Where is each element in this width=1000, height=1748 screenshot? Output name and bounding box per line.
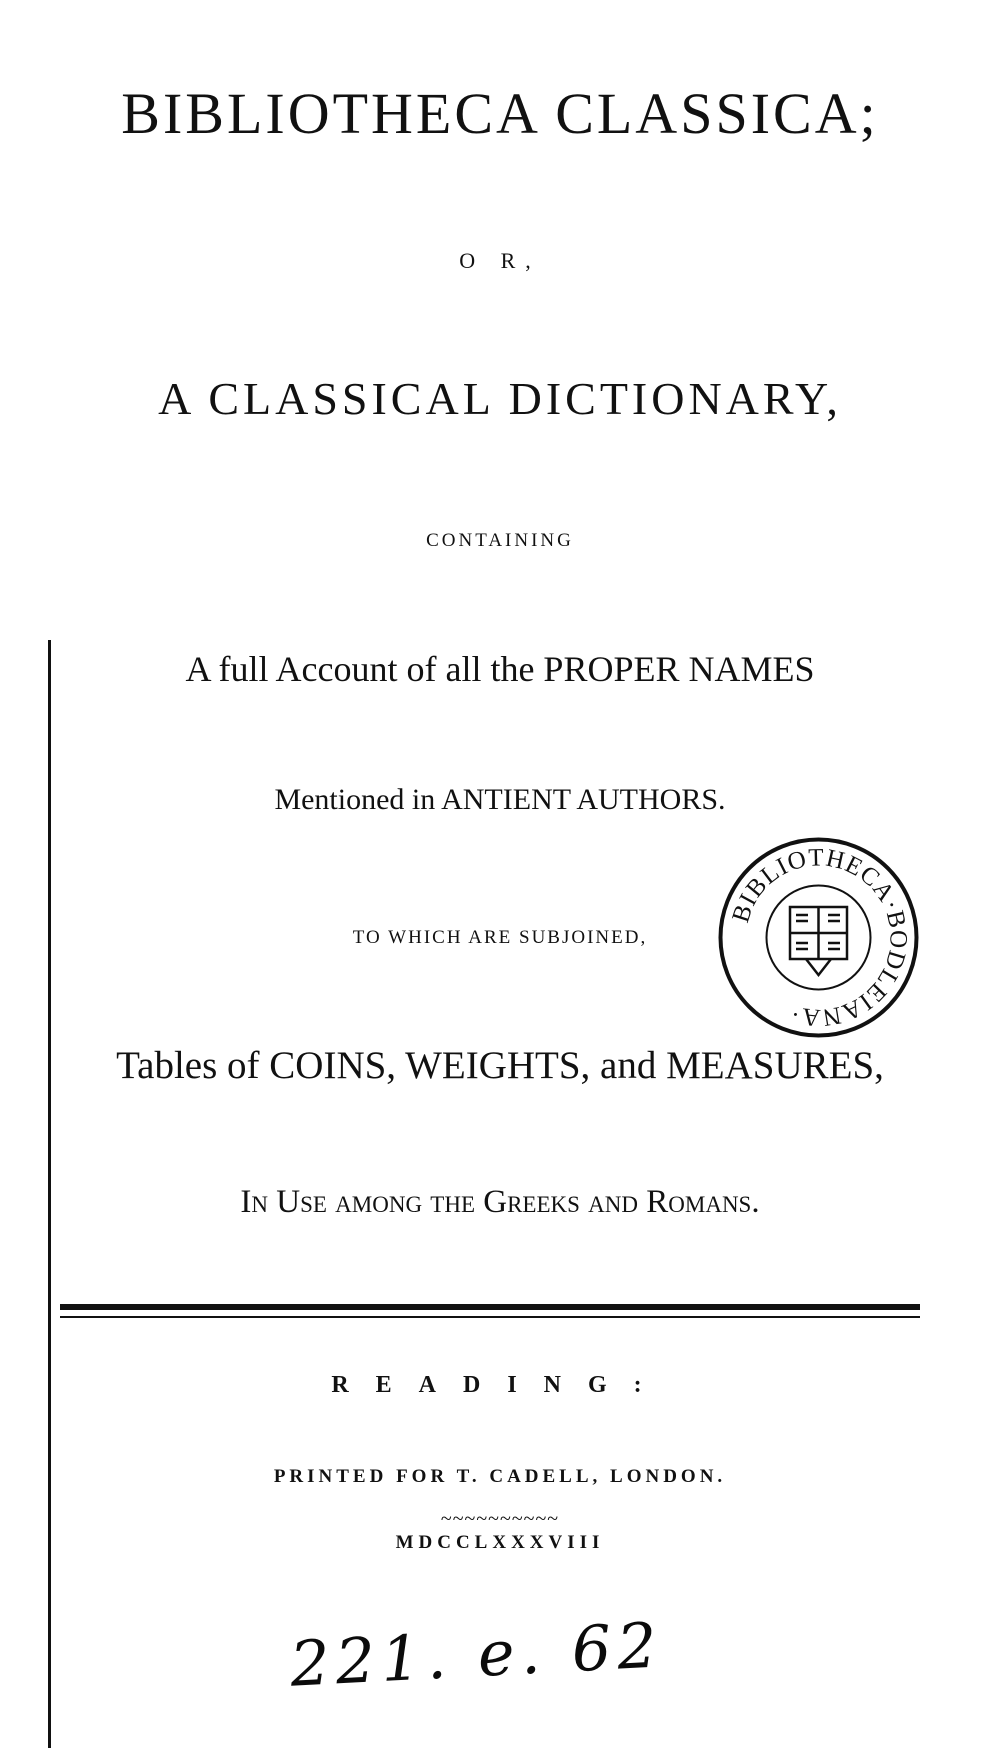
imprint-date: MDCCLXXXVIII (395, 1532, 605, 1553)
description-line-1: A full Account of all the PROPER NAMES (185, 649, 815, 689)
or-connector: O R, (459, 248, 541, 273)
subjoined-label: TO WHICH ARE SUBJOINED, (352, 927, 648, 948)
handwritten-shelfmark: 221. e. 62 (288, 1608, 665, 1701)
double-rule-bottom (60, 1316, 920, 1318)
description-line-4: In Use among the Greeks and Romans. (240, 1184, 760, 1220)
containing-label: CONTAINING (426, 530, 574, 551)
description-line-2: Mentioned in ANTIENT AUTHORS. (274, 783, 726, 816)
book-subtitle: A CLASSICAL DICTIONARY, (158, 373, 842, 424)
library-seal-icon (716, 835, 921, 1040)
double-rule-top (60, 1304, 920, 1310)
book-title: BIBLIOTHECA CLASSICA; (121, 81, 879, 146)
imprint-printer: PRINTED FOR T. CADELL, LONDON. (273, 1466, 727, 1487)
library-stamp-svg (716, 835, 921, 1040)
imprint-place: READING: (331, 1372, 669, 1398)
ornament-divider: ~~~~~~~~~~ (440, 1508, 560, 1530)
stamp-text: BIBLIOTHECA·BODLEIANA· (727, 844, 912, 1031)
description-line-3: Tables of COINS, WEIGHTS, and MEASURES, (116, 1044, 884, 1087)
